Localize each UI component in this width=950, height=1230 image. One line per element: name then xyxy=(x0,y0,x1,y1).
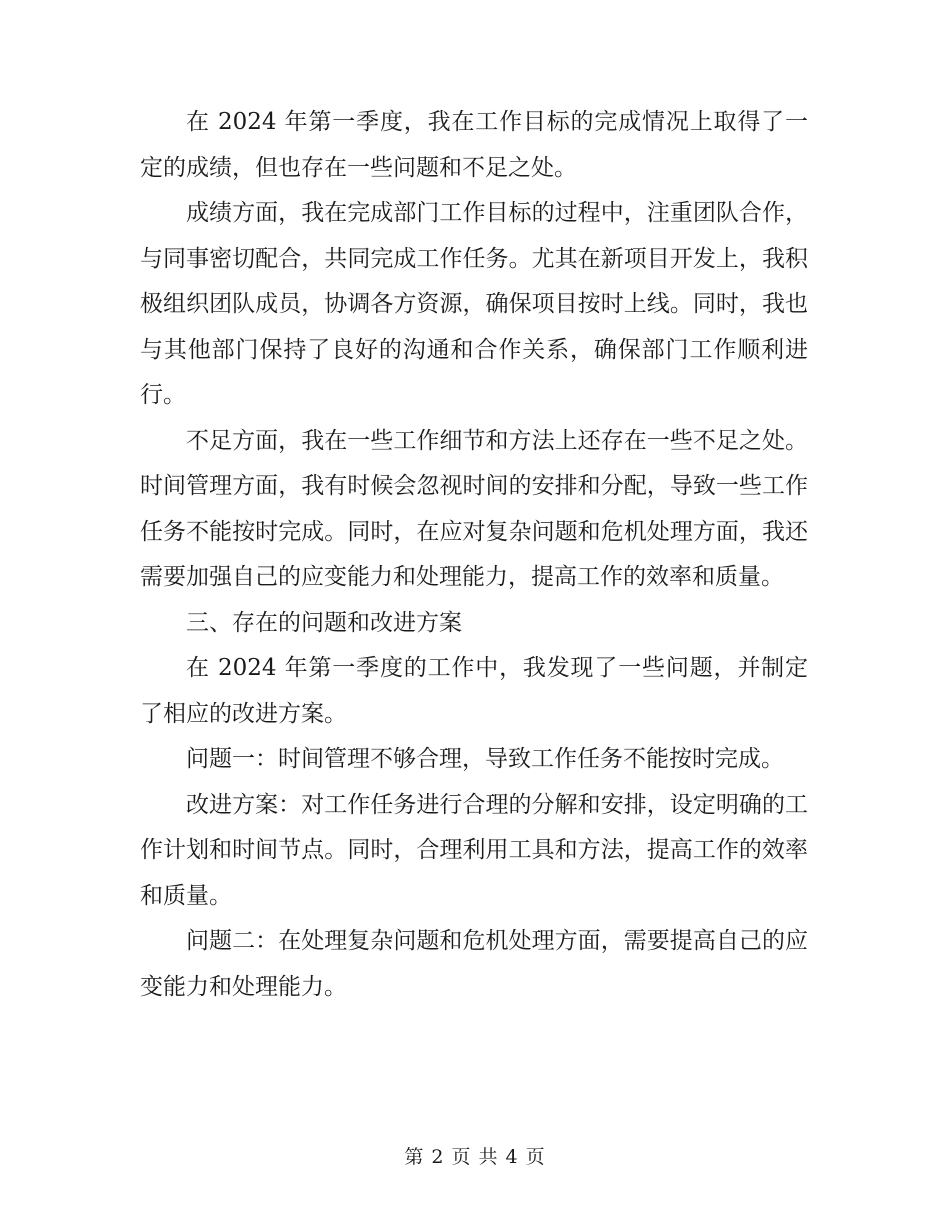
paragraph-shortcomings: 不足方面，我在一些工作细节和方法上还存在一些不足之处。时间管理方面，我有时候会忽视时间的安排和分配，导致一些工作任务不能按时完成。同时，在应对复杂问题和危机处理方面，我还需要加强自己的应变能力和处理能力，提高工作的效率和质量。 xyxy=(140,427,808,590)
section-heading-problems: 三、存在的问题和改进方案 xyxy=(186,609,462,636)
paragraph-achievements: 成绩方面，我在完成部门工作目标的过程中，注重团队合作，与同事密切配合，共同完成工作任务。尤其在新项目开发上，我积极组织团队成员，协调各方资源，确保项目按时上线。同时，我也与其他部门保持了良好的沟通和合作关系，确保部门工作顺利进行。 xyxy=(140,200,808,408)
paragraph-problem-one: 问题一：时间管理不够合理，导致工作任务不能按时完成。 xyxy=(186,746,784,772)
paragraph-problem-two: 问题二：在处理复杂问题和危机处理方面，需要提高自己的应变能力和处理能力。 xyxy=(140,928,808,1000)
page-number-footer: 第 2 页 共 4 页 xyxy=(404,1146,546,1168)
paragraph-problems-intro: 在 2024 年第一季度的工作中，我发现了一些问题，并制定了相应的改进方案。 xyxy=(140,655,808,727)
paragraph-improvement-plan: 改进方案：对工作任务进行合理的分解和安排，设定明确的工作计划和时间节点。同时，合理利用工具和方法，提高工作的效率和质量。 xyxy=(140,791,808,909)
paragraph-q1-summary: 在 2024 年第一季度，我在工作目标的完成情况上取得了一定的成绩，但也存在一些问题和不足之处。 xyxy=(140,109,808,181)
document-body xyxy=(140,100,808,1010)
